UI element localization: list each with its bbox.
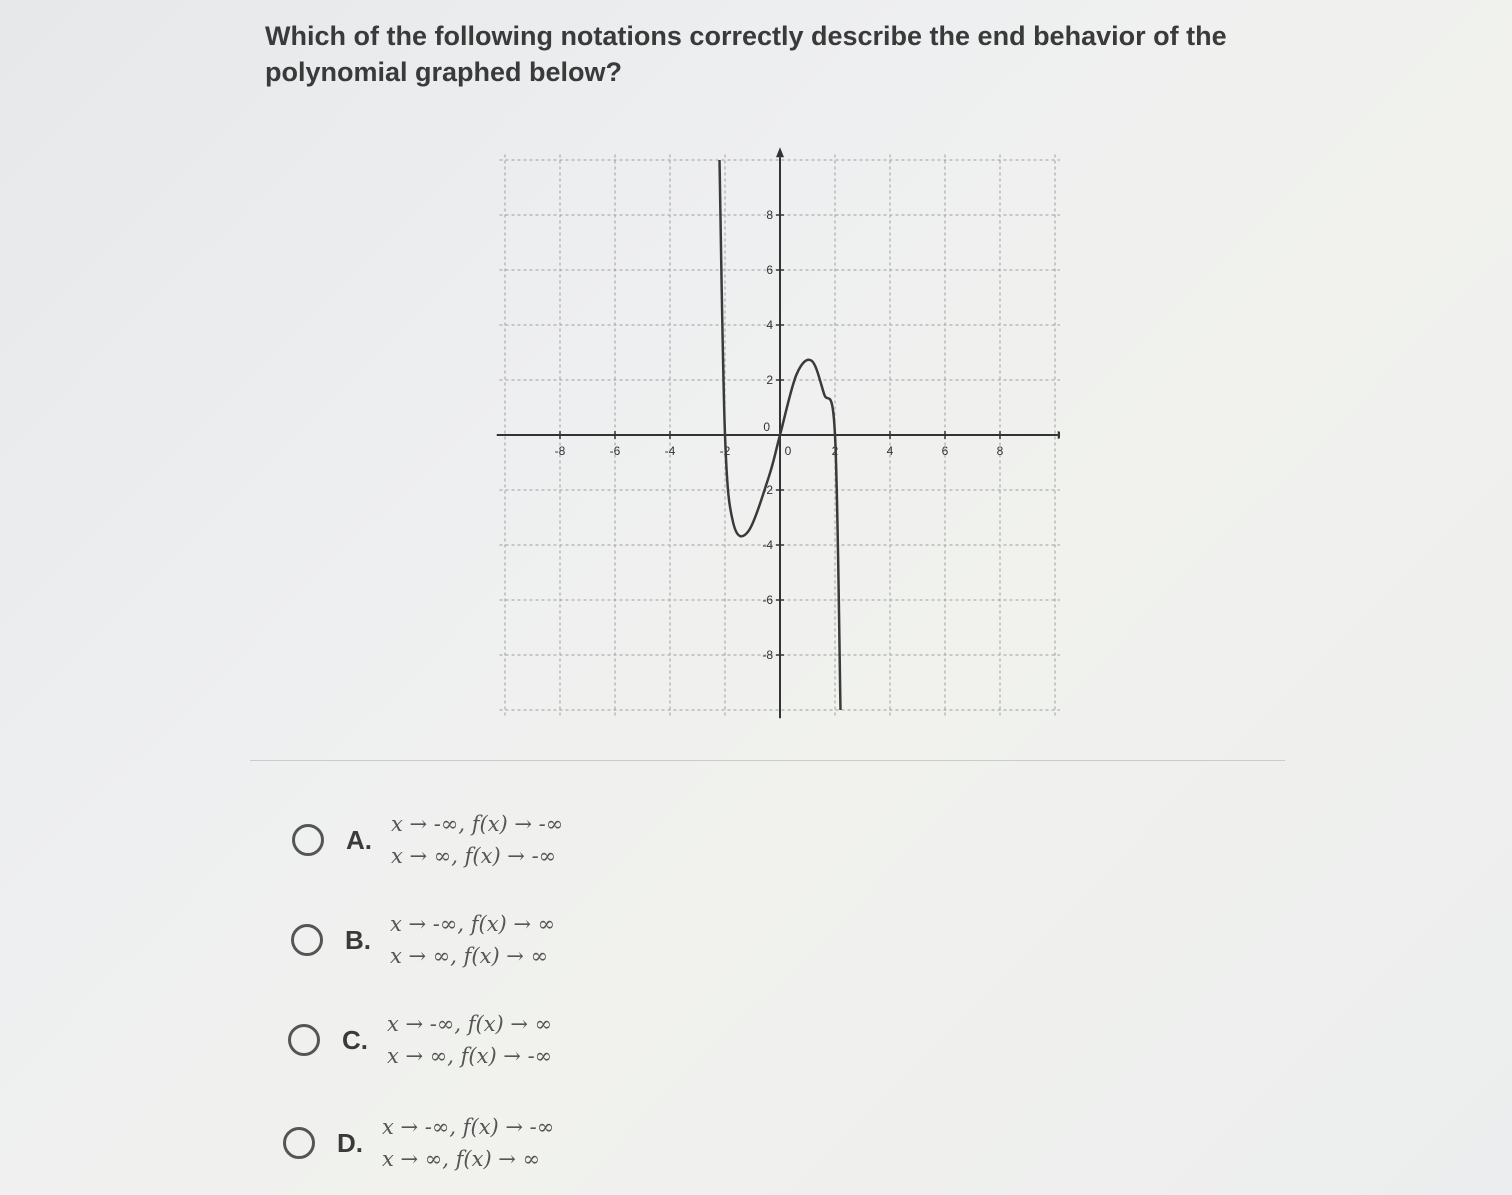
radio-button-d[interactable]	[283, 1127, 315, 1159]
option-c-line-2: x → ∞, f(x) → -∞	[387, 1044, 553, 1068]
option-a-line-1: x → -∞, f(x) → -∞	[391, 812, 564, 836]
x-tick-label: -6	[609, 444, 621, 458]
option-c[interactable]	[288, 1012, 552, 1068]
y-tick-label: 2	[766, 373, 773, 387]
x-tick-label: 6	[941, 444, 949, 458]
option-d-letter: D.	[337, 1127, 363, 1158]
y-tick-label: -8	[762, 648, 773, 662]
option-c-line-1: x → -∞, f(x) → ∞	[387, 1012, 553, 1036]
option-d-line-2: x → ∞, f(x) → ∞	[382, 1147, 541, 1171]
option-c-letter: C.	[342, 1024, 368, 1055]
option-b-letter: B.	[345, 924, 371, 955]
y-tick-label: 6	[766, 263, 773, 277]
radio-button-b[interactable]	[291, 924, 323, 956]
option-d[interactable]	[283, 1115, 554, 1171]
y-tick-label: -6	[762, 593, 773, 607]
y-tick-label: 4	[766, 318, 773, 332]
x-axis-arrow	[1058, 431, 1060, 439]
option-a-letter: A.	[346, 824, 372, 855]
option-b[interactable]	[291, 912, 555, 968]
x-tick-label: -8	[554, 444, 566, 458]
option-b-line-1: x → -∞, f(x) → ∞	[390, 912, 556, 936]
polynomial-graph	[495, 145, 1060, 720]
y-tick-label: 8	[766, 208, 773, 222]
y-tick-label: -2	[762, 483, 773, 497]
radio-button-a[interactable]	[292, 824, 324, 856]
x-tick-label: 4	[886, 444, 894, 458]
x-tick-label: 8	[996, 444, 1004, 458]
divider	[250, 760, 1285, 761]
y-tick-label: 0	[763, 420, 770, 434]
x-tick-label: -2	[719, 444, 731, 458]
y-tick-label: -4	[762, 538, 773, 552]
x-tick-label: 0	[784, 444, 792, 458]
option-b-line-2: x → ∞, f(x) → ∞	[390, 944, 549, 968]
x-tick-label: 2	[831, 444, 839, 458]
option-a[interactable]	[292, 812, 563, 868]
y-axis-arrow	[776, 147, 784, 157]
question-text: Which of the following notations correctly describe the end behavior of the polynomial graphed below?	[265, 21, 1227, 87]
option-d-line-1: x → -∞, f(x) → -∞	[382, 1115, 555, 1139]
radio-button-c[interactable]	[288, 1024, 320, 1056]
option-a-line-2: x → ∞, f(x) → -∞	[391, 844, 557, 868]
x-tick-label: -4	[664, 444, 676, 458]
